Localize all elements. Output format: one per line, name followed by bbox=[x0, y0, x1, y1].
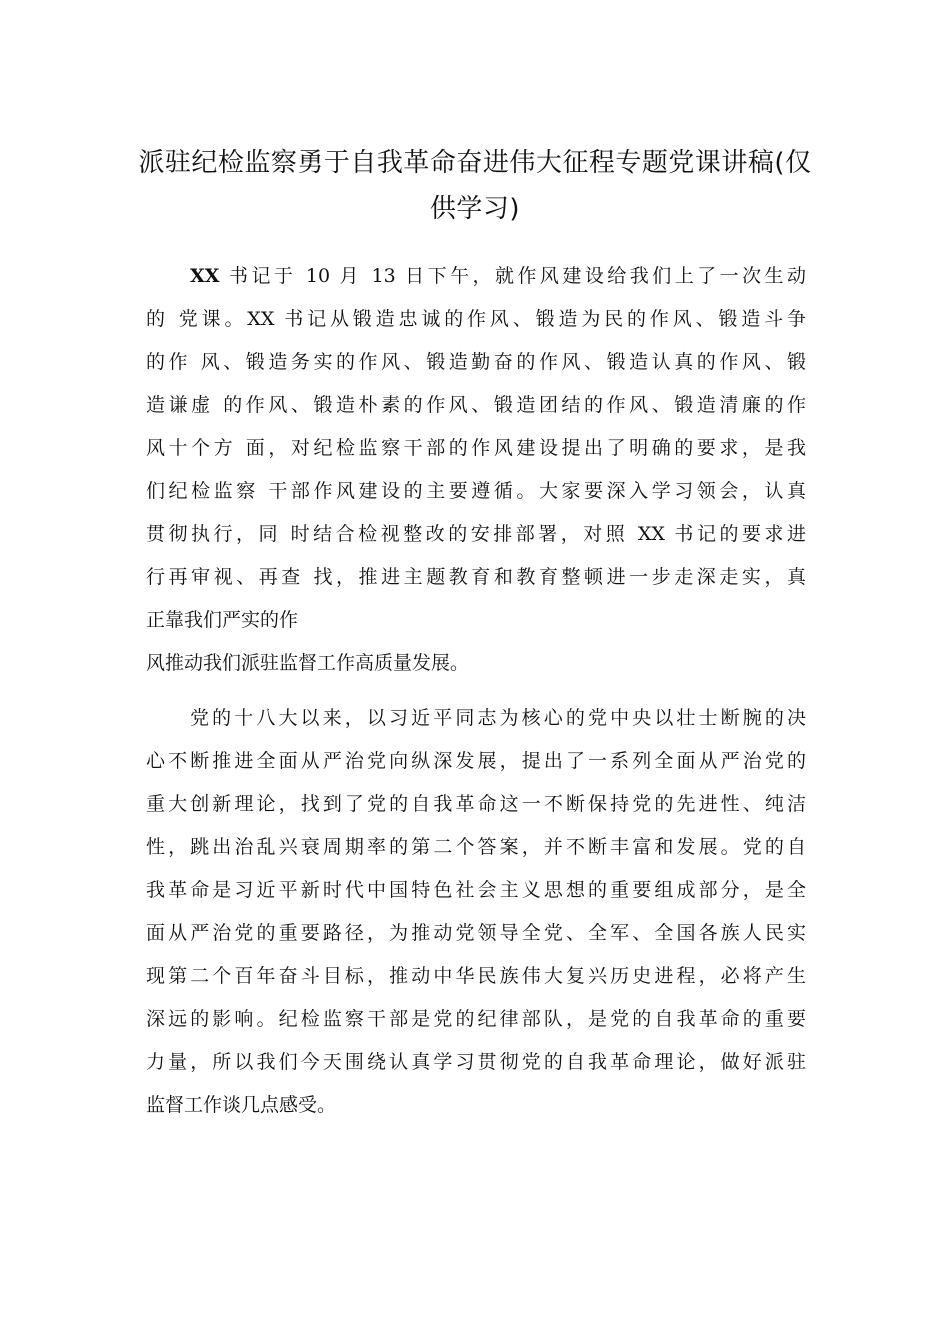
paragraph-2-line-4: 性，跳出治乱兴衰周期率的第二个答案，并不断丰富和发展。党的自 bbox=[146, 836, 806, 858]
paragraph-1-line-8: 行再审视、再查 找，推进主题教育和教育整顿进一步走深走实，真 bbox=[146, 566, 806, 588]
paragraph-1-line-5: 风十个方 面，对纪检监察干部的作风建设提出了明确的要求，是我 bbox=[146, 437, 806, 459]
paragraph-2-line-8: 深远的影响。纪检监察干部是党的纪律部队，是党的自我革命的重要 bbox=[146, 1008, 806, 1030]
paragraph-2-line-2: 心不断推进全面从严治党向纵深发展，提出了一系列全面从严治党的 bbox=[146, 750, 806, 772]
paragraph-1 bbox=[146, 255, 806, 685]
paragraph-2-line-1: 党的十八大以来，以习近平同志为核心的党中央以壮士断腕的决 bbox=[190, 707, 806, 729]
paragraph-2-line-6: 面从严治党的重要路径，为推动党领导全党、全军、全国各族人民实 bbox=[146, 922, 806, 944]
paragraph-2-line-5: 我革命是习近平新时代中国特色社会主义思想的重要组成部分，是全 bbox=[146, 879, 806, 901]
paragraph-1-line-7: 贯彻执行，同 时结合检视整改的安排部署，对照 XX 书记的要求进 bbox=[146, 523, 806, 545]
paragraph-2 bbox=[146, 697, 806, 1127]
paragraph-1-line-4: 造谦虚 的作风、锻造朴素的作风、锻造团结的作风、锻造清廉的作 bbox=[146, 394, 806, 416]
paragraph-1-line-9: 正靠我们严实的作 bbox=[146, 609, 299, 631]
title-line-1: 派驻纪检监察勇于自我革命奋进伟大征程专题党课讲稿(仅 bbox=[138, 148, 812, 178]
paragraph-1-line-3: 的作 风、锻造务实的作风、锻造勤奋的作风、锻造认真的作风、锻 bbox=[146, 351, 806, 373]
paragraph-2-line-3: 重大创新理论，找到了党的自我革命这一不断保持党的先进性、纯洁 bbox=[146, 793, 806, 815]
document-title bbox=[110, 140, 840, 232]
paragraph-1-line-6: 们纪检监察 干部作风建设的主要遵循。大家要深入学习领会，认真 bbox=[146, 480, 806, 502]
paragraph-1-line-1-text: 书记于 10 月 13 日下午，就作风建设给我们上了一次生动 bbox=[219, 265, 806, 287]
paragraph-1-line-2: 的 党课。XX 书记从锻造忠诚的作风、锻造为民的作风、锻造斗争 bbox=[146, 308, 806, 330]
paragraph-1-lead: XX bbox=[190, 265, 220, 287]
title-line-2: 供学习) bbox=[429, 194, 521, 224]
paragraph-2-line-10: 监督工作谈几点感受。 bbox=[146, 1094, 337, 1116]
paragraph-1-line-1 bbox=[146, 255, 806, 298]
paragraph-1-line-10: 风推动我们派驻监督工作高质量发展。 bbox=[146, 652, 470, 674]
paragraph-2-line-7: 现第二个百年奋斗目标，推动中华民族伟大复兴历史进程，必将产生 bbox=[146, 965, 806, 987]
paragraph-2-line-9: 力量，所以我们今天围绕认真学习贯彻党的自我革命理论，做好派驻 bbox=[146, 1051, 806, 1073]
